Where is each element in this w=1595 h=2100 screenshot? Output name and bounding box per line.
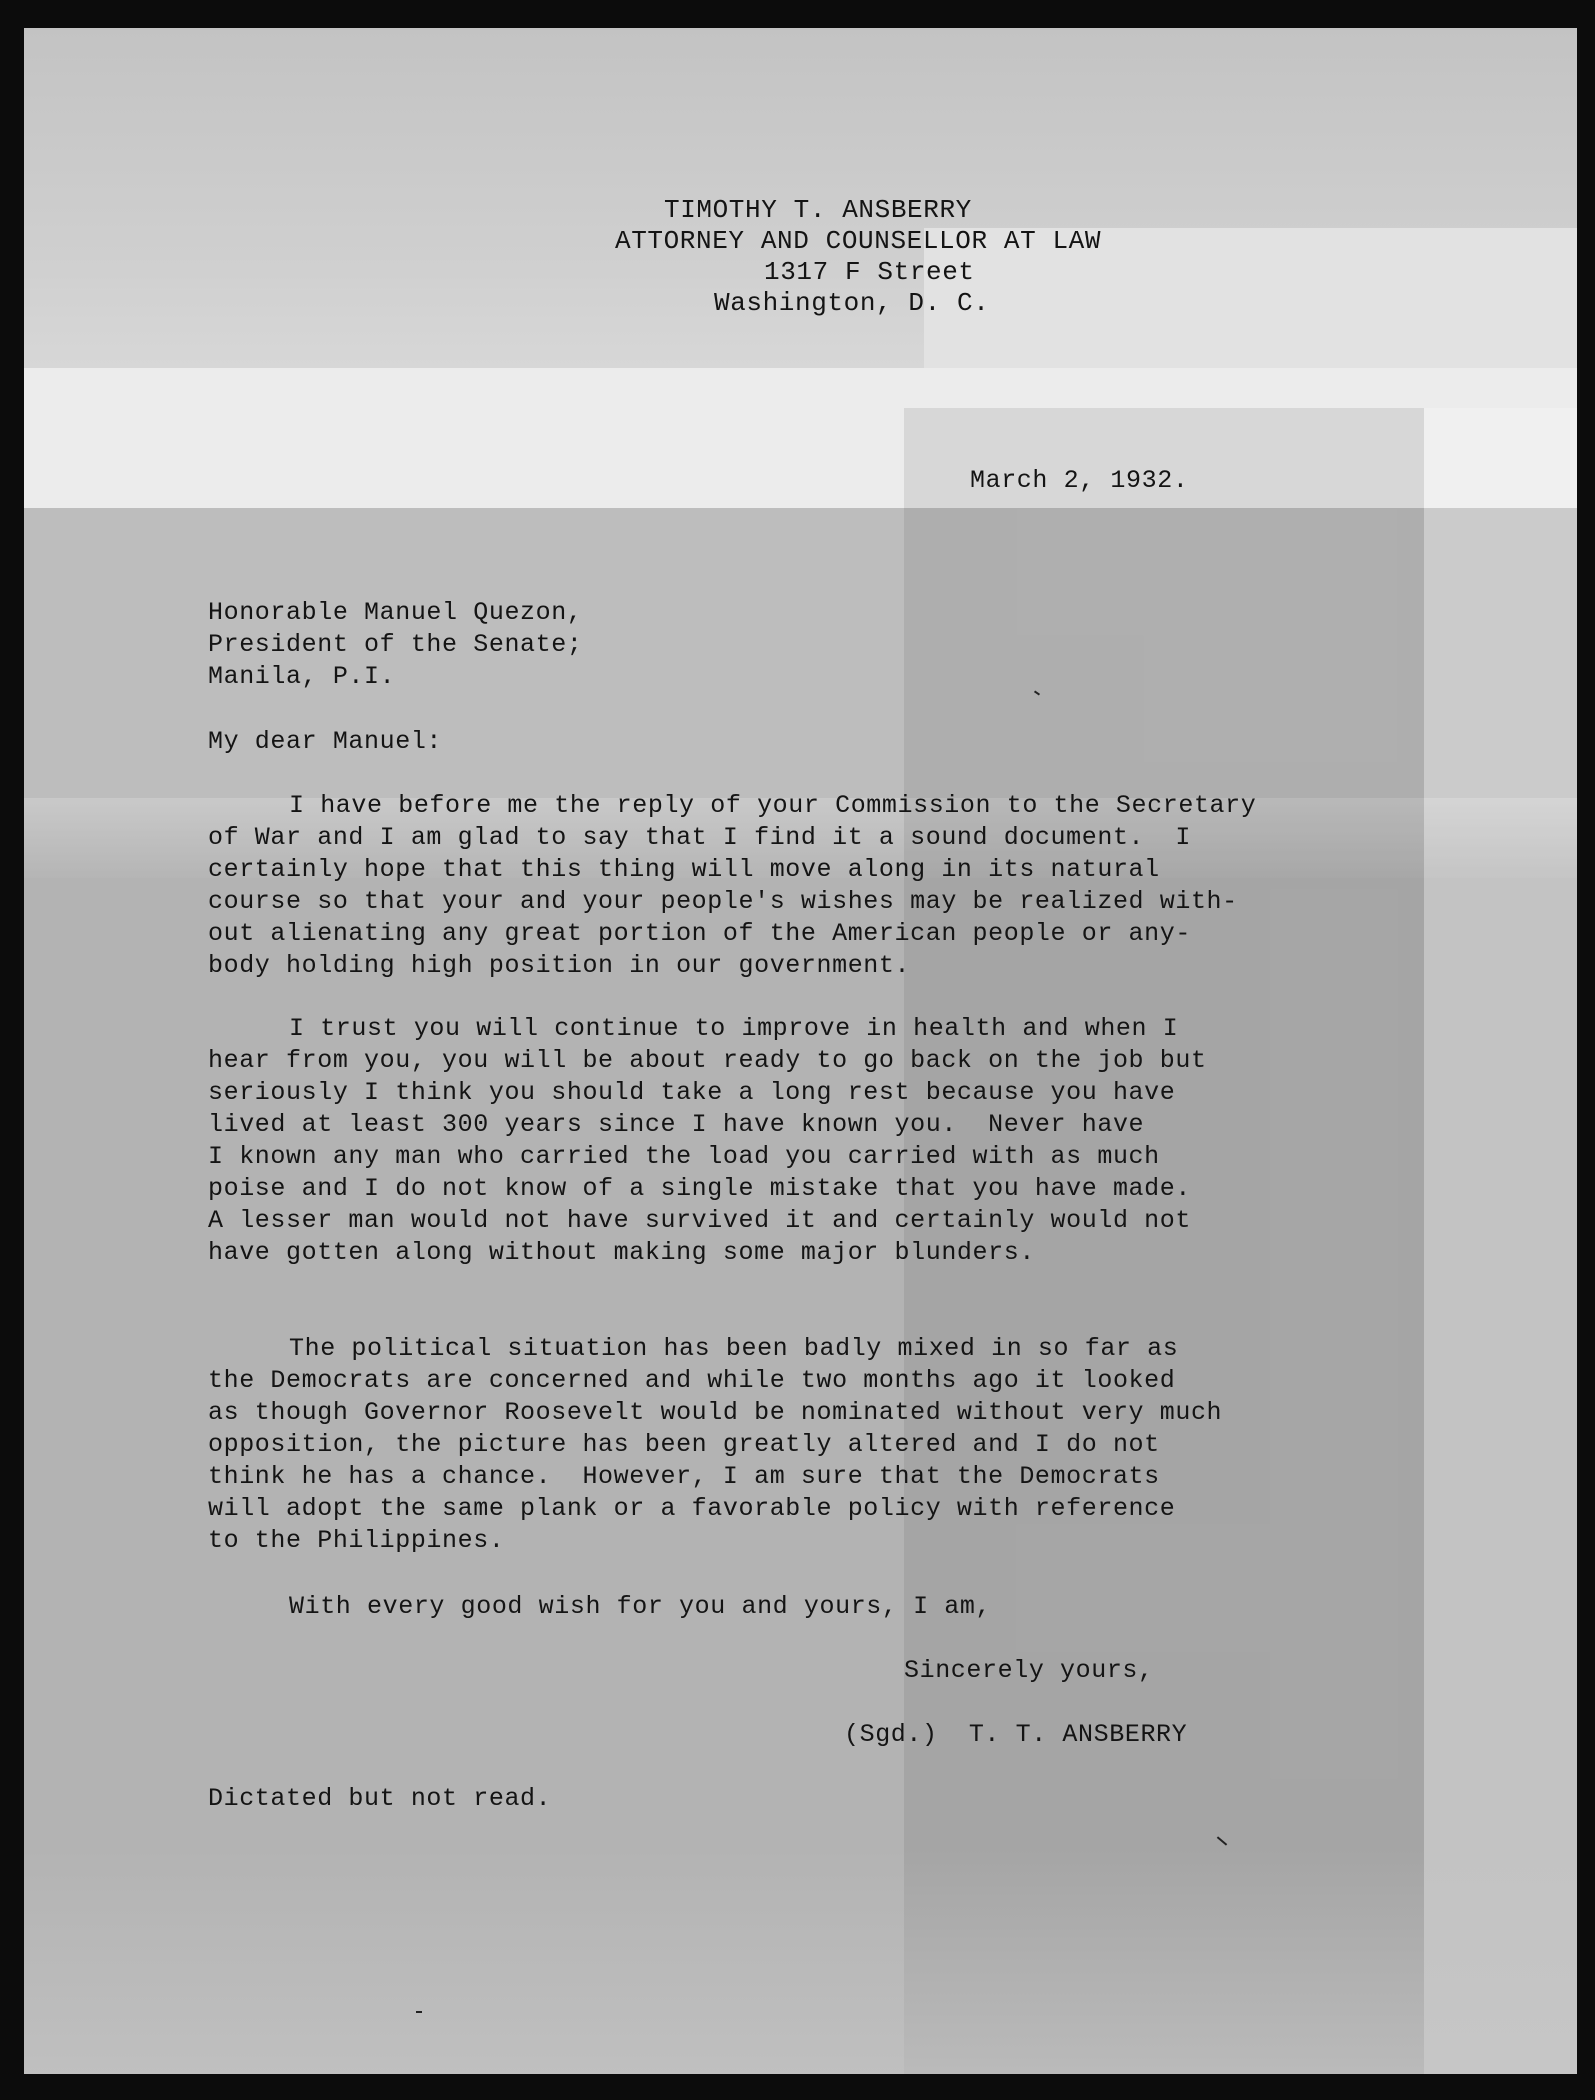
paragraph-4	[208, 1591, 1338, 1623]
signature: (Sgd.) T. T. ANSBERRY	[844, 1720, 1188, 1749]
letterhead-name: TIMOTHY T. ANSBERRY	[664, 195, 972, 225]
paragraph-line: A lesser man would not have survived it and certainly would not	[208, 1206, 1191, 1235]
paragraph-line: will adopt the same plank or a favorable policy with reference	[208, 1494, 1176, 1523]
paragraph-line: With every good wish for you and yours, I am,	[289, 1592, 992, 1621]
paragraph-line: hear from you, you will be about ready to go back on the job but	[208, 1046, 1207, 1075]
paragraph-line: as though Governor Roosevelt would be nominated without very much	[208, 1398, 1223, 1427]
paragraph-line: to the Philippines.	[208, 1526, 505, 1555]
paragraph-line: certainly hope that this thing will move along in its natural	[208, 855, 1160, 884]
letterhead-title: ATTORNEY AND COUNSELLOR AT LAW	[615, 226, 1102, 256]
paragraph-line: lived at least 300 years since I have known you. Never have	[208, 1110, 1145, 1139]
paragraph-line: the Democrats are concerned and while two months ago it looked	[208, 1366, 1176, 1395]
paragraph-line: The political situation has been badly mixed in so far as	[289, 1334, 1179, 1363]
letterhead-street: 1317 F Street	[764, 257, 975, 287]
salutation: My dear Manuel:	[208, 727, 443, 756]
paragraph-line: I have before me the reply of your Commission to the Secretary	[289, 791, 1257, 820]
paragraph-line: have gotten along without making some major blunders.	[208, 1238, 1035, 1267]
paragraph-line: think he has a chance. However, I am sure that the Democrats	[208, 1462, 1160, 1491]
ink-speck	[416, 2011, 422, 2013]
ink-speck	[1217, 1836, 1227, 1845]
letterhead-city: Washington, D. C.	[714, 288, 990, 318]
recipient-location: Manila, P.I.	[208, 662, 396, 691]
ink-speck	[1034, 690, 1040, 695]
paragraph-line: of War and I am glad to say that I find it a sound document. I	[208, 823, 1191, 852]
paragraph-1	[208, 790, 1338, 982]
paragraph-line: poise and I do not know of a single mistake that you have made.	[208, 1174, 1191, 1203]
paragraph-line: seriously I think you should take a long rest because you have	[208, 1078, 1176, 1107]
paragraph-3	[208, 1333, 1338, 1557]
recipient-name: Honorable Manuel Quezon,	[208, 598, 583, 627]
paragraph-line: I known any man who carried the load you carried with as much	[208, 1142, 1160, 1171]
dictation-note: Dictated but not read.	[208, 1784, 552, 1813]
closing: Sincerely yours,	[904, 1656, 1154, 1685]
paragraph-line: course so that your and your people's wishes may be realized with-	[208, 887, 1238, 916]
letter-text	[24, 28, 1577, 2074]
letter-page	[24, 28, 1577, 2074]
paragraph-line: I trust you will continue to improve in health and when I	[289, 1014, 1179, 1043]
paragraph-2	[208, 1013, 1338, 1269]
recipient-title: President of the Senate;	[208, 630, 583, 659]
paragraph-line: opposition, the picture has been greatly altered and I do not	[208, 1430, 1160, 1459]
paragraph-line: out alienating any great portion of the American people or any-	[208, 919, 1191, 948]
paragraph-line: body holding high position in our government.	[208, 951, 911, 980]
letter-date: March 2, 1932.	[970, 466, 1189, 495]
